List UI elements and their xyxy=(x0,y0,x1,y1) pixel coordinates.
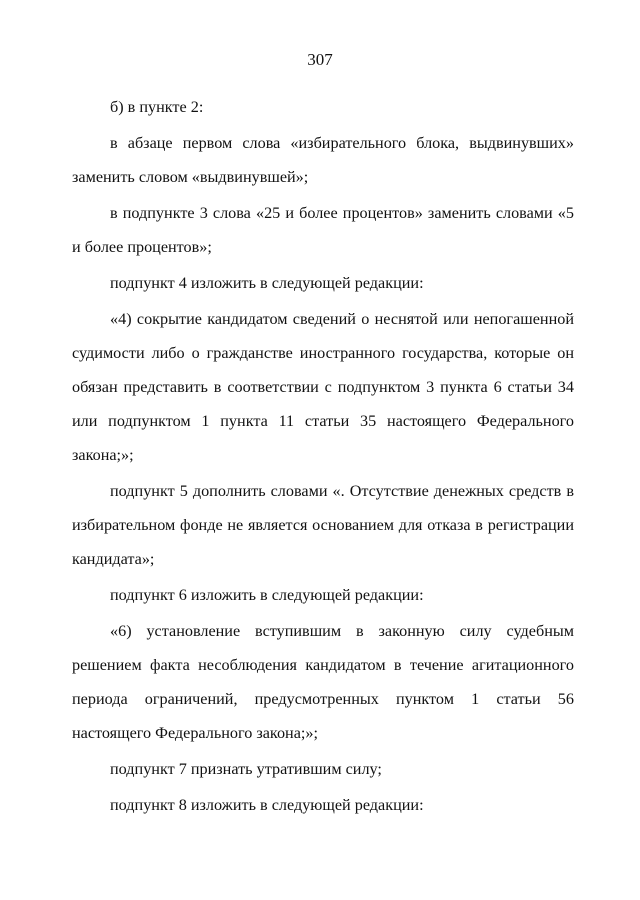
paragraph-9: подпункт 7 признать утратившим силу; xyxy=(110,760,382,778)
paragraph-8: «6) установление вступившим в законную силу судебным решением факта несоблюдения кандидатом в течение агитационного периода ограничений, предусмотренных пунктом 1 статьи 56 настоящего Федерального закона;»; xyxy=(72,622,574,742)
paragraph-7: подпункт 6 изложить в следующей редакции: xyxy=(110,586,424,604)
paragraph-2: в абзаце первом слова «избирательного блока, выдвинувших» заменить словом «выдвинувшей»; xyxy=(72,134,574,186)
paragraph-5: «4) сокрытие кандидатом сведений о неснятой или непогашенной судимости либо о гражданстве иностранного государства, которые он обязан представить в соответствии с подпунктом 3 пункта 6 статьи 34 или подпунктом 1 пункта 11 статьи 35 настоящего Федерального закона;»; xyxy=(72,310,574,464)
paragraph-6: подпункт 5 дополнить словами «. Отсутствие денежных средств в избирательном фонде не является основанием для отказа в регистрации кандидата»; xyxy=(72,482,574,568)
paragraph-4: подпункт 4 изложить в следующей редакции: xyxy=(110,274,424,292)
paragraph-10: подпункт 8 изложить в следующей редакции: xyxy=(110,796,424,814)
paragraph-3: в подпункте 3 слова «25 и более процентов» заменить словами «5 и более процентов»; xyxy=(72,204,574,256)
page-number: 307 xyxy=(307,50,333,69)
document-body xyxy=(72,90,574,822)
paragraph-1: б) в пункте 2: xyxy=(110,98,204,116)
